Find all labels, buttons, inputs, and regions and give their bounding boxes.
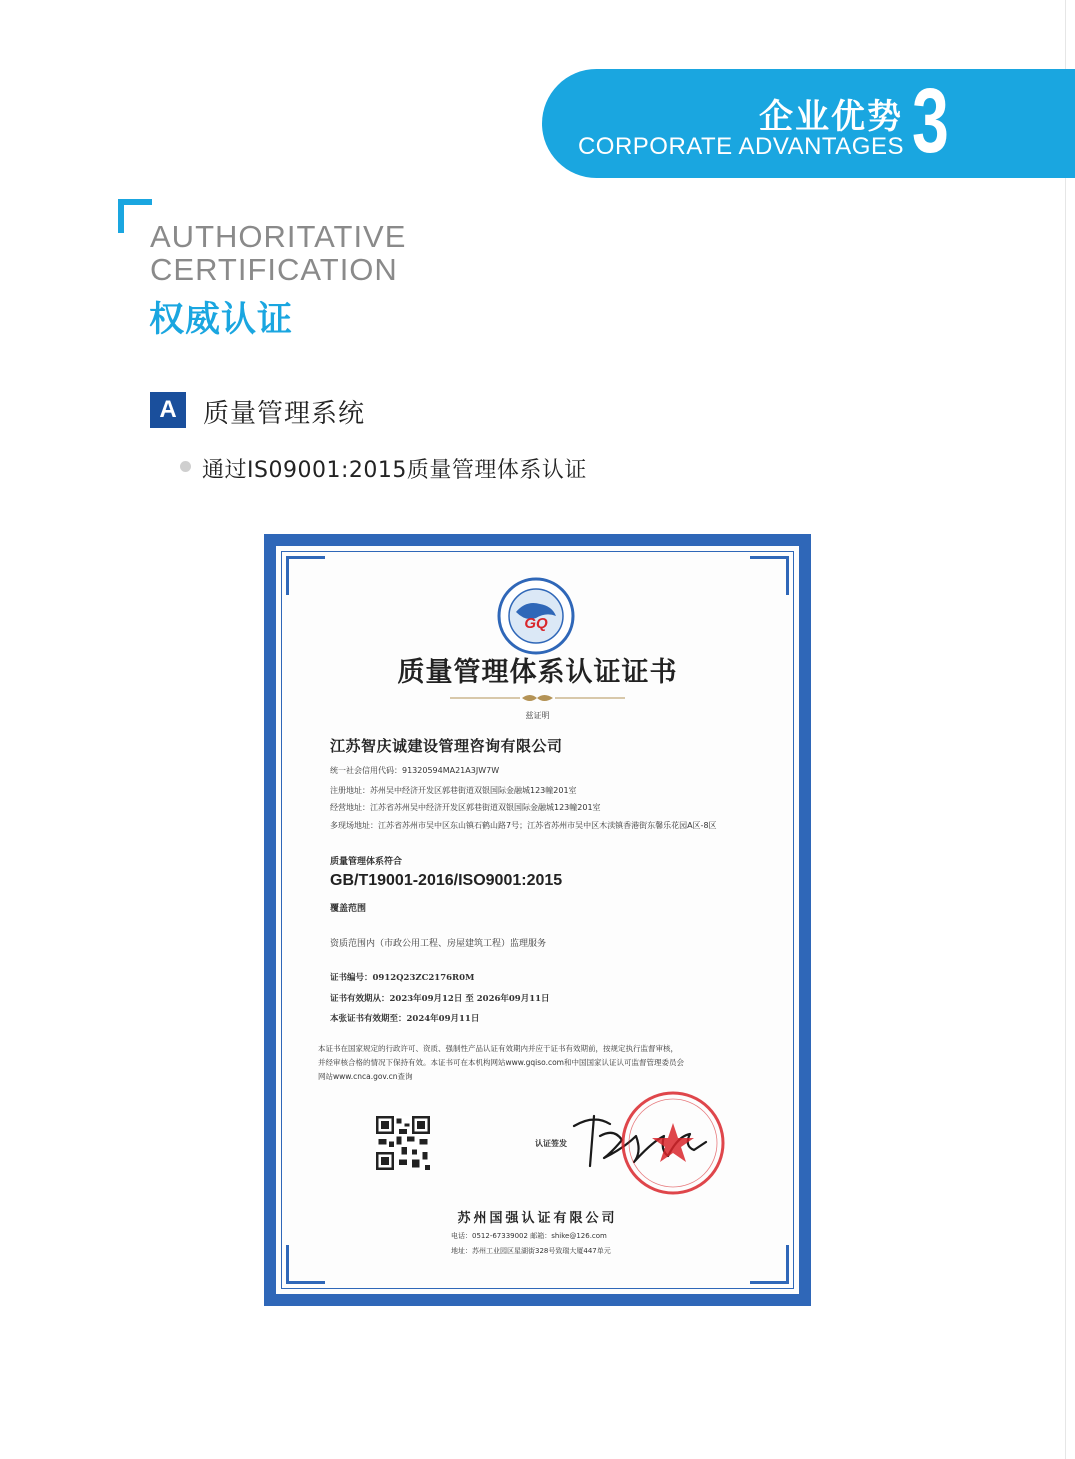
official-seal (618, 1088, 728, 1198)
certificate-title: 质量管理体系认证证书 (397, 657, 678, 688)
sign-label: 认证签发 (535, 1138, 567, 1148)
certificate-image (264, 534, 811, 1306)
bullet-dot-icon (180, 461, 191, 472)
certificate-validity: 证书有效期从：2023年09月12日 至 2026年09月11日 (330, 994, 550, 1004)
issuer-contact: 电话：0512-67339002 邮箱：shike@126.com (451, 1232, 607, 1240)
chapter-title-cn: 企业优势 (759, 97, 903, 137)
registered-address: 注册地址：苏州吴中经济开发区郭巷街道双银国际金融城123幢201室 (330, 786, 577, 795)
section-title-cn: 权威认证 (149, 300, 294, 340)
frame-corner-ornament (286, 556, 325, 595)
frame-corner-ornament (750, 556, 789, 595)
section-title-en-line2: CERTIFICATION (150, 252, 398, 287)
frame-corner-ornament (750, 1245, 789, 1284)
note-line: 并经审核合格的情况下保持有效。本证书可在本机构网站www.gqiso.com和中国国家认证认可监督管理委员会 (318, 1058, 684, 1067)
section-title-en-line1: AUTHORITATIVE (150, 219, 407, 254)
ornamental-divider (450, 692, 625, 704)
bullet-text: 通过IS09001:2015质量管理体系认证 (202, 458, 587, 483)
credit-code: 统一社会信用代码：91320594MA21A3JW7W (330, 766, 500, 775)
certificate-note (318, 1042, 763, 1084)
business-address: 经营地址：江苏省苏州吴中经济开发区郭巷街道双银国际金融城123幢201室 (330, 803, 601, 812)
certificate-number: 证书编号：0912Q23ZC2176R0M (330, 973, 475, 983)
section-corner-mark (118, 199, 152, 233)
certificate-witness-label: 兹证明 (525, 711, 550, 720)
issuer-address: 地址：苏州工业园区星湖街328号致瑞大厦447单元 (451, 1247, 611, 1255)
chapter-number: 3 (912, 70, 949, 172)
standard-label: 质量管理体系符合 (330, 857, 403, 867)
coverage-label: 覆盖范围 (330, 904, 367, 914)
page-edge-line (1065, 0, 1066, 1459)
certification-scope: 资质范围内（市政公用工程、房屋建筑工程）监理服务 (330, 939, 547, 949)
this-certificate-validity: 本张证书有效期至：2024年09月11日 (330, 1014, 480, 1024)
certification-logo-icon (496, 576, 576, 656)
subsection-badge: A (150, 392, 186, 428)
subsection-title: 质量管理系统 (203, 399, 366, 429)
chapter-title-en: CORPORATE ADVANTAGES (577, 133, 904, 160)
standard-code: GB/T19001-2016/ISO9001:2015 (330, 872, 563, 889)
note-line: 本证书在国家规定的行政许可、资质、强制性产品认证有效期内并应于证书有效期前，按规定执行监督审核， (318, 1044, 678, 1053)
chapter-header-tab (542, 69, 1075, 178)
certificate-company: 江苏智庆诚建设管理咨询有限公司 (330, 737, 563, 755)
note-line: 网站www.cnca.gov.cn查询 (318, 1072, 413, 1081)
issuer-name: 苏州国强认证有限公司 (457, 1211, 618, 1226)
qr-code-icon (376, 1116, 430, 1170)
multi-site-address: 多现场地址：江苏省苏州市吴中区东山镇石鹤山路7号；江苏省苏州市吴中区木渎镇香港街东馨乐花园A区-8区 (330, 821, 717, 830)
svg-text:GQ: GQ (524, 615, 548, 632)
frame-corner-ornament (286, 1245, 325, 1284)
